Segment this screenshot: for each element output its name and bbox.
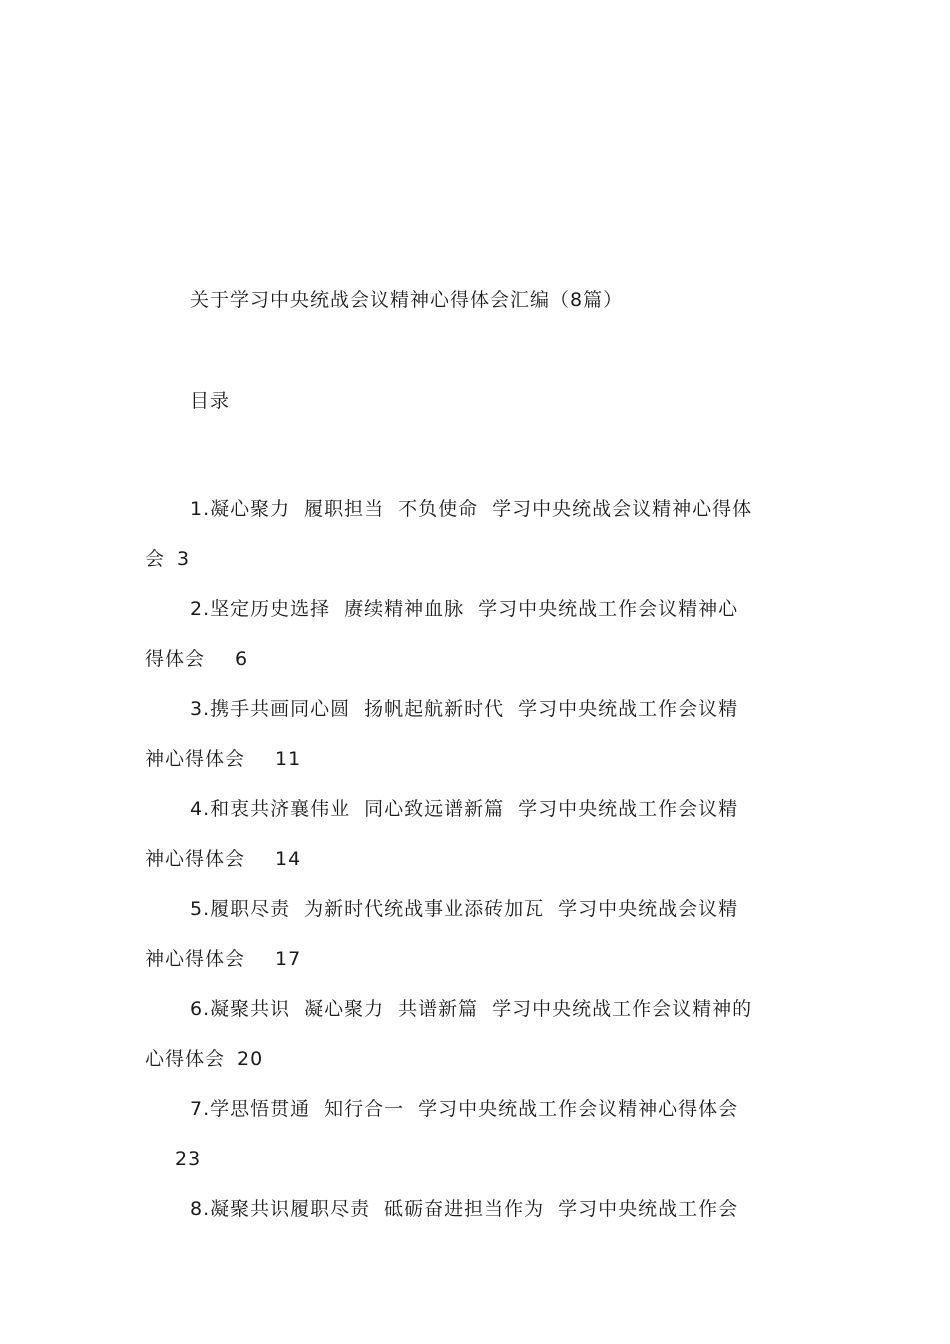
toc-entry-text: 7.学思悟贯通 <box>190 1098 311 1120</box>
toc-entry-text: 得体会 <box>145 648 206 670</box>
toc-page-number: 17 <box>275 948 302 970</box>
toc-entry-6[interactable] <box>145 984 810 1084</box>
toc-entry-text: 学习中央统战会议精 <box>558 898 739 920</box>
toc-page-number: 14 <box>275 848 302 870</box>
toc-entry-text: 不负使命 <box>398 498 479 520</box>
toc-entry-text: 心得体会 <box>145 1048 226 1070</box>
toc-entry-8[interactable] <box>145 1184 810 1234</box>
document-title: 关于学习中央统战会议精神心得体会汇编（8篇） <box>190 289 624 311</box>
toc-page-number: 6 <box>235 648 249 670</box>
toc-entry-text: 同心致远谱新篇 <box>364 798 505 820</box>
toc-entry-text: 学习中央统战工作会议精 <box>518 798 739 820</box>
toc-entry-text: 4.和衷共济襄伟业 <box>190 798 351 820</box>
toc-page-number: 11 <box>275 748 302 770</box>
toc-entry-text: 赓续精神血脉 <box>344 598 465 620</box>
toc-entry-text: 神心得体会 <box>145 848 246 870</box>
toc-entry-text: 砥砺奋进担当作为 <box>384 1198 545 1220</box>
toc-entry-text: 扬帆起航新时代 <box>364 698 505 720</box>
toc-entry-text: 神心得体会 <box>145 948 246 970</box>
toc-entry-text: 知行合一 <box>324 1098 405 1120</box>
toc-entry-text: 履职担当 <box>304 498 385 520</box>
toc-entry-2[interactable] <box>145 584 810 684</box>
toc-entry-text: 学习中央统战工作会议精神的 <box>492 998 753 1020</box>
toc-entry-text: 3.携手共画同心圆 <box>190 698 351 720</box>
toc-entry-text: 为新时代统战事业添砖加瓦 <box>304 898 545 920</box>
toc-page-number: 3 <box>177 548 191 570</box>
toc-entry-text: 8.凝聚共识履职尽责 <box>190 1198 371 1220</box>
toc-entry-text: 2.坚定历史选择 <box>190 598 331 620</box>
toc-entry-text: 6.凝聚共识 <box>190 998 291 1020</box>
toc-entry-text: 学习中央统战工作会 <box>558 1198 739 1220</box>
toc-entry-7[interactable] <box>145 1084 810 1184</box>
toc-entry-text: 会 <box>145 548 166 570</box>
toc-entry-text: 凝心聚力 <box>304 998 385 1020</box>
toc-entry-5[interactable] <box>145 884 810 984</box>
toc-entry-text: 1.凝心聚力 <box>190 498 291 520</box>
toc-entry-text: 学习中央统战工作会议精神心 <box>478 598 739 620</box>
toc-page-number: 23 <box>175 1148 202 1170</box>
toc-entry-1[interactable] <box>145 484 810 584</box>
table-of-contents <box>145 484 810 1234</box>
toc-entry-text: 学习中央统战会议精神心得体 <box>492 498 753 520</box>
toc-entry-text: 共谱新篇 <box>398 998 479 1020</box>
toc-entry-text: 学习中央统战工作会议精神心得体会 <box>418 1098 739 1120</box>
toc-entry-text: 神心得体会 <box>145 748 246 770</box>
toc-entry-text: 学习中央统战工作会议精 <box>518 698 739 720</box>
toc-page-number: 20 <box>237 1048 264 1070</box>
toc-entry-3[interactable] <box>145 684 810 784</box>
toc-entry-text: 5.履职尽责 <box>190 898 291 920</box>
toc-entry-4[interactable] <box>145 784 810 884</box>
toc-heading: 目录 <box>190 390 231 412</box>
